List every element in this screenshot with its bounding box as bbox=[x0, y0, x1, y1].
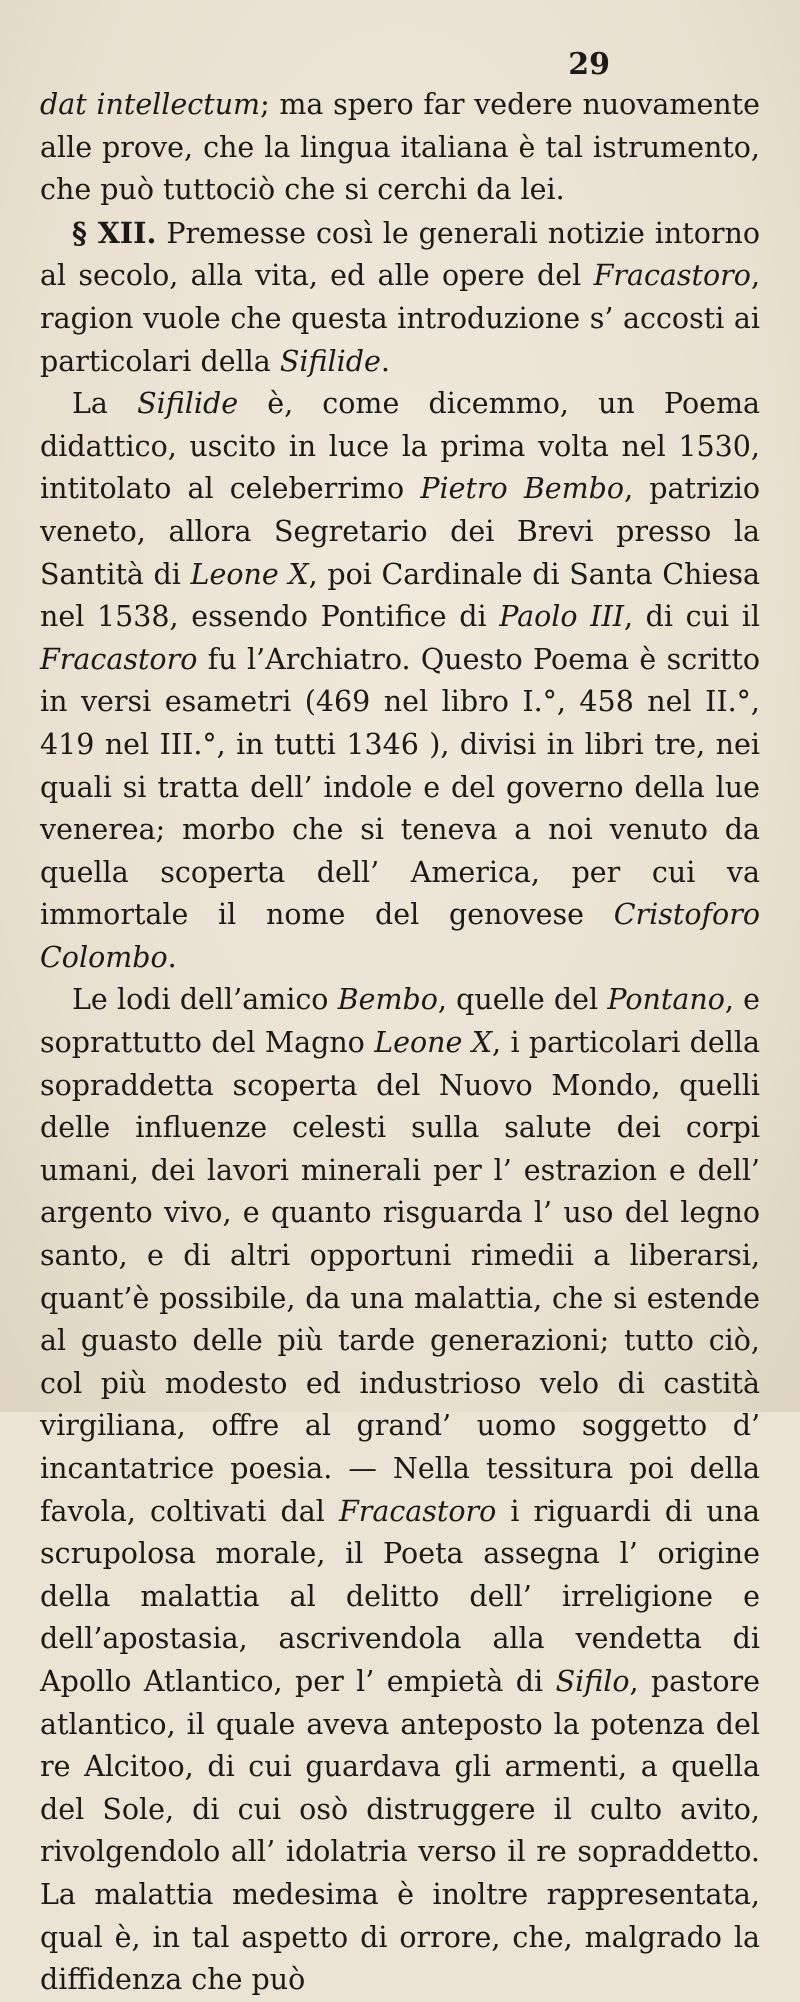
text-run: , pastore atlantico, il quale aveva anteposto la potenza del re Alcitoo, di cui guardava gli armenti, a quella del Sole, di cui osò distruggere il culto avito, rivolgendolo all’ idolatria verso il re sopraddetto. La malattia medesima è inoltre rappresentata, qual è, in tal aspetto di orrore, che, malgrado la diffidenza che può bbox=[40, 1664, 760, 1997]
italic-text: Leone X bbox=[190, 557, 309, 591]
text-run: , poi Cardinale di Santa Chiesa nel 1538, essendo Pontifice di bbox=[40, 557, 760, 634]
italic-text: Pontano bbox=[607, 983, 725, 1017]
page-number: 29 bbox=[568, 47, 610, 82]
text-run: . bbox=[167, 940, 177, 974]
text-run: Premesse così le generali notizie intorno al secolo, alla vita, ed alle opere del bbox=[40, 216, 760, 293]
text-run: fu l’Archiatro. Questo Poema è scritto in versi esametri (469 nel libro I.°, 458 nel II.°, 419 nel III.°, in tutti 1346 ), divisi in libri tre, nei quali si tratta dell’ indole e del governo della lue venerea; morbo che si teneva a noi venuto da quella scoperta dell’ America, per cui va immortale il nome del genovese bbox=[40, 642, 760, 932]
text-run: ; ma spero far vedere nuovamente alle prove, che la lingua italiana è tal istrumento, che può tuttociò che si cerchi da lei. bbox=[40, 88, 760, 207]
text-run: , quelle del bbox=[437, 983, 608, 1017]
paragraph-section-xii bbox=[40, 212, 760, 383]
text-run: , di cui il bbox=[623, 600, 760, 634]
paragraph bbox=[40, 383, 760, 979]
italic-text: Sifilide bbox=[137, 387, 239, 421]
italic-text: Pietro Bembo bbox=[420, 472, 625, 506]
paragraph bbox=[40, 979, 760, 2001]
text-run: i riguardi di una scrupolosa morale, il Poeta assegna l’ origine della malattia al delitto dell’ irreligione e dell’apostasia, ascrivendola alla vendetta di Apollo Atlantico, per l’ empietà di bbox=[40, 1494, 760, 1698]
body-text bbox=[40, 84, 760, 2002]
text-run: , e soprattutto del Magno bbox=[40, 983, 760, 1060]
text-run: è, come dicemmo, un Poema didattico, uscito in luce la prima volta nel 1530, intitolato al celeberrimo bbox=[40, 387, 760, 506]
italic-text: Fracastoro bbox=[40, 642, 198, 676]
text-run: , ragion vuole che questa introduzione s’ accosti ai particolari della bbox=[40, 259, 760, 378]
italic-text: Bembo bbox=[337, 983, 438, 1017]
italic-text: Paolo III bbox=[499, 600, 624, 634]
italic-text: Sifilo bbox=[555, 1664, 630, 1698]
text-run: , patrizio veneto, allora Segretario dei Brevi presso la Santità di bbox=[40, 472, 760, 591]
text-run: . bbox=[380, 344, 390, 378]
section-marker: § XII. bbox=[72, 215, 157, 250]
italic-text: Fracastoro bbox=[338, 1494, 497, 1528]
text-run: Le lodi dell’amico bbox=[72, 983, 338, 1017]
italic-text: Cristoforo Colombo bbox=[40, 898, 760, 974]
text-run: , i particolari della sopraddetta scoperta del Nuovo Mondo, quelli delle influenze celesti sulla salute dei corpi umani, dei lavori minerali per l’ estrazion e dell’ argento vivo, e quanto risguarda l’ uso del legno santo, e di altri opportuni rimedii a liberarsi, quant’è possibile, da una malattia, che si estende al guasto delle più tarde generazioni; tutto ciò, col più modesto ed industrioso velo di castità virgiliana, offre al grand’ uomo soggetto d’ incantatrice poesia. — Nella tessitura poi della favola, coltivati dal bbox=[40, 1026, 760, 1528]
text-run: La bbox=[72, 387, 138, 421]
paragraph bbox=[40, 84, 760, 212]
italic-text: Leone X bbox=[374, 1026, 493, 1060]
italic-text: dat intellectum bbox=[40, 88, 261, 121]
italic-text: Sifilide bbox=[279, 344, 381, 378]
italic-text: Fracastoro bbox=[593, 259, 751, 293]
